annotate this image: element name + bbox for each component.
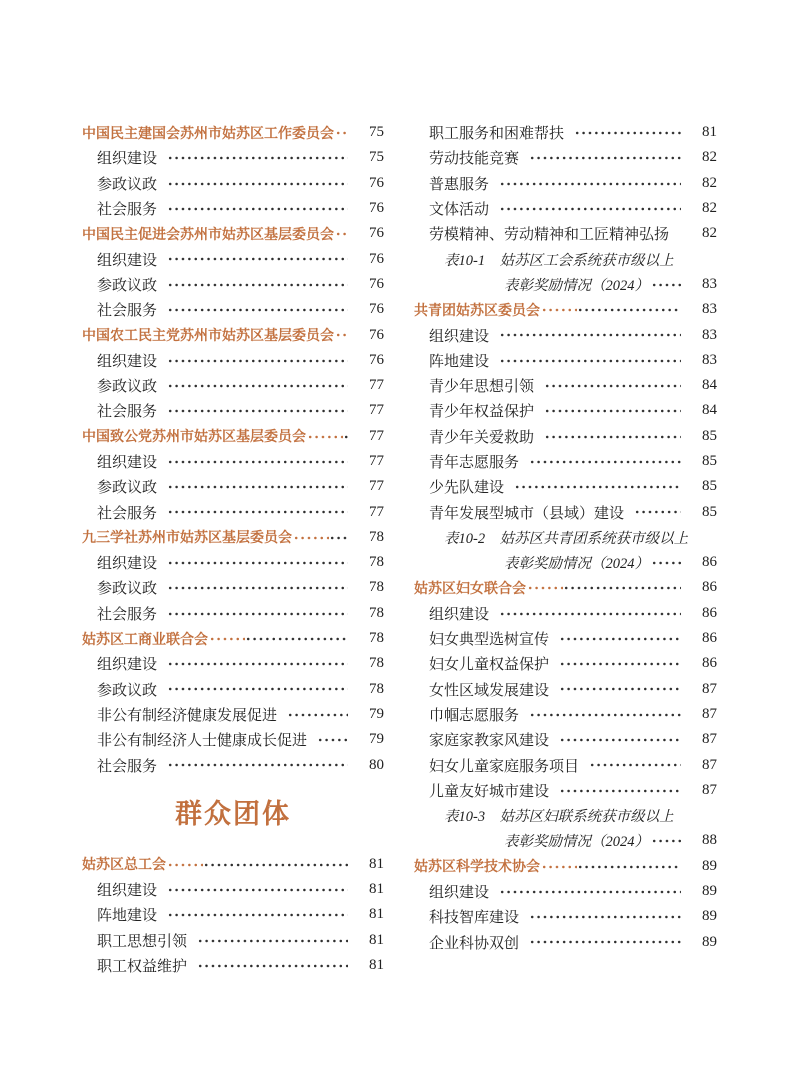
dot-leader [529, 449, 681, 474]
dot-leader [529, 904, 681, 929]
dot-leader [651, 828, 681, 853]
page-number: 81 [369, 855, 384, 872]
toc-entry [414, 651, 717, 676]
toc-entry [414, 120, 717, 145]
toc-entry-label: 组织建设 [97, 353, 158, 370]
toc-entry [414, 601, 717, 626]
toc-entry [82, 272, 384, 297]
toc-entry-label: 社会服务 [97, 404, 158, 421]
dot-leader [167, 902, 348, 927]
dot-leader-accent [335, 221, 348, 246]
page-number: 82 [702, 225, 717, 242]
page-number: 86 [702, 579, 717, 596]
page-number: 75 [369, 149, 384, 166]
toc-entry [414, 879, 717, 904]
toc-entry-label: 组织建设 [429, 328, 490, 345]
toc-entry-label: 姑苏区工商业联合会 [82, 630, 208, 647]
toc-entry-label: 少先队建设 [429, 480, 505, 497]
dot-leader [563, 575, 681, 600]
toc-entry-label: 组织建设 [97, 455, 158, 471]
dot-leader [203, 852, 348, 877]
dot-leader [167, 550, 348, 575]
toc-entry-label: 表彰奖励情况（2024） [504, 834, 649, 851]
toc-entry-label: 共青团姑苏区委员会 [414, 301, 540, 318]
dot-leader [559, 778, 681, 803]
page-number: 78 [369, 630, 384, 647]
toc-entry [414, 246, 717, 271]
dot-leader [574, 120, 681, 145]
page-number: 82 [702, 200, 717, 217]
dot-leader [544, 373, 681, 398]
page-number: 87 [702, 731, 717, 748]
page-number: 85 [702, 453, 717, 469]
toc-entry [82, 221, 384, 246]
dot-leader [499, 171, 681, 196]
page-number: 78 [369, 528, 384, 545]
toc-entry-label: 青少年权益保护 [429, 404, 535, 421]
toc-entry [82, 953, 384, 978]
toc-entry [414, 550, 717, 575]
dot-leader-accent [335, 120, 348, 145]
toc-entry [414, 575, 717, 600]
toc-entry [82, 297, 384, 322]
dot-leader [559, 677, 681, 702]
toc-entry-label: 中国民主促进会苏州市姑苏区基层委员会 [82, 225, 334, 242]
dot-leader [167, 499, 348, 524]
page-number: 76 [369, 326, 384, 343]
toc-entry-label: 组织建设 [429, 885, 490, 902]
dot-leader [197, 928, 348, 953]
toc-entry-label: 阵地建设 [429, 353, 490, 370]
dot-leader [167, 474, 348, 499]
toc-entry-label: 女性区域发展建设 [429, 682, 550, 699]
toc-entry-label: 青年志愿服务 [429, 455, 520, 471]
toc-entry-label: 组织建设 [97, 657, 158, 674]
dot-leader [167, 145, 348, 170]
toc-entry-label: 表10-3 姑苏区妇联系统获市级以上 [444, 809, 674, 826]
toc-entry-label: 非公有制经济人士健康成长促进 [97, 733, 308, 750]
toc-column-right [414, 120, 717, 955]
page-number: 87 [702, 705, 717, 722]
toc-entry [414, 803, 717, 828]
toc-entry [82, 902, 384, 927]
page-number: 81 [369, 957, 384, 974]
dot-leader [317, 727, 348, 752]
toc-entry-label: 妇女儿童权益保护 [429, 657, 550, 674]
page-number: 77 [369, 503, 384, 520]
dot-leader [343, 424, 348, 449]
toc-entry [82, 601, 384, 626]
dot-leader [589, 752, 681, 777]
page-number: 76 [369, 275, 384, 292]
toc-entry [82, 677, 384, 702]
dot-leader [679, 221, 681, 246]
page-number: 86 [702, 554, 717, 571]
page-number: 89 [702, 857, 717, 874]
page-number: 76 [369, 225, 384, 242]
dot-leader [167, 601, 348, 626]
toc-entry [82, 702, 384, 727]
dot-leader [651, 272, 681, 297]
dot-leader [167, 575, 348, 600]
toc-entry-label: 参政议政 [97, 176, 158, 193]
toc-entry [414, 474, 717, 499]
dot-leader [167, 348, 348, 373]
page-number: 83 [702, 351, 717, 368]
toc-entry-label: 青少年关爱救助 [429, 429, 535, 446]
toc-entry [414, 752, 717, 777]
toc-entry [414, 677, 717, 702]
page-number: 89 [702, 908, 717, 925]
toc-entry [414, 348, 717, 373]
toc-entry-label: 妇女典型选树宣传 [429, 632, 550, 649]
toc-entry [414, 828, 717, 853]
toc-entry-label: 巾帼志愿服务 [429, 707, 520, 724]
page-number: 83 [702, 275, 717, 292]
page-number: 84 [702, 377, 717, 394]
dot-leader [287, 702, 348, 727]
dot-leader [167, 651, 348, 676]
toc-entry-label: 普惠服务 [429, 176, 490, 193]
toc-entry-label: 参政议政 [97, 379, 158, 396]
toc-entry [414, 626, 717, 651]
toc-entry [414, 499, 717, 524]
page-number: 81 [702, 124, 717, 141]
toc-entry [82, 474, 384, 499]
dot-leader [577, 297, 681, 322]
dot-leader [634, 499, 681, 524]
toc-entry-label: 表彰奖励情况（2024） [504, 556, 649, 573]
toc-entry-label: 中国致公党苏州市姑苏区基层委员会 [82, 428, 306, 445]
dot-leader [559, 727, 681, 752]
toc-entry-label: 职工服务和困难帮扶 [429, 126, 565, 143]
toc-entry-label: 企业科协双创 [429, 935, 520, 952]
toc-entry-label: 劳动技能竞赛 [429, 151, 520, 168]
toc-entry [414, 854, 717, 879]
toc-entry-label: 职工思想引领 [97, 933, 188, 950]
toc-entry-label: 青年发展型城市（县域）建设 [429, 505, 625, 522]
page-number: 80 [369, 756, 384, 773]
dot-leader [544, 424, 681, 449]
dot-leader [499, 196, 681, 221]
toc-entry-label: 参政议政 [97, 277, 158, 294]
toc-entry-label: 社会服务 [97, 202, 158, 219]
toc-entry [414, 702, 717, 727]
toc-entry [82, 322, 384, 347]
toc-entry [82, 171, 384, 196]
dot-leader [559, 626, 681, 651]
page-number: 76 [369, 351, 384, 368]
toc-entry-label: 参政议政 [97, 581, 158, 598]
page-number: 76 [369, 200, 384, 217]
dot-leader [167, 877, 348, 902]
page-number: 81 [369, 906, 384, 923]
page-number: 81 [369, 881, 384, 898]
page-number: 83 [702, 326, 717, 343]
toc-entry [82, 499, 384, 524]
dot-leader [167, 373, 348, 398]
page-number: 77 [369, 427, 384, 444]
page-number: 79 [369, 731, 384, 748]
toc-entry [82, 120, 384, 145]
dot-leader [577, 854, 681, 879]
dot-leader [499, 601, 681, 626]
page-number: 79 [369, 705, 384, 722]
dot-leader [245, 626, 348, 651]
toc-entry [82, 145, 384, 170]
toc-entry [414, 322, 717, 347]
page-number: 77 [369, 453, 384, 469]
toc-entry [414, 297, 717, 322]
page-number: 78 [369, 604, 384, 621]
page-number: 82 [702, 149, 717, 166]
dot-leader [559, 651, 681, 676]
toc-entry [414, 196, 717, 221]
dot-leader-accent [307, 424, 343, 449]
toc-entry [82, 246, 384, 271]
page-number: 85 [702, 503, 717, 520]
dot-leader-accent [335, 322, 348, 347]
toc-entry [414, 727, 717, 752]
dot-leader [167, 752, 348, 777]
toc-entry [82, 575, 384, 600]
toc-entry [82, 928, 384, 953]
page-number: 83 [702, 301, 717, 318]
toc-entry-label: 中国民主建国会苏州市姑苏区工作委员会 [82, 124, 334, 141]
toc-entry [82, 398, 384, 423]
dot-leader [197, 953, 348, 978]
page-number: 85 [702, 478, 717, 495]
page-number: 86 [702, 604, 717, 621]
toc-entry [82, 550, 384, 575]
toc-entry-label: 参政议政 [97, 682, 158, 699]
toc-entry-label: 社会服务 [97, 758, 158, 775]
toc-entry-label: 姑苏区科学技术协会 [414, 858, 540, 875]
toc-entry [414, 171, 717, 196]
dot-leader [529, 145, 681, 170]
page-number: 89 [702, 883, 717, 900]
toc-entry [414, 904, 717, 929]
dot-leader-accent [167, 852, 203, 877]
dot-leader [167, 246, 348, 271]
toc-entry-label: 非公有制经济健康发展促进 [97, 707, 278, 724]
dot-leader-accent [541, 297, 577, 322]
page-number: 85 [702, 427, 717, 444]
toc-entry-label: 组织建设 [97, 556, 158, 573]
toc-entry [82, 852, 384, 877]
page-number: 82 [702, 174, 717, 191]
toc-entry-label: 妇女儿童家庭服务项目 [429, 758, 580, 775]
toc-entry [414, 424, 717, 449]
toc-entry [414, 272, 717, 297]
toc-entry [414, 525, 717, 550]
page-number: 86 [702, 630, 717, 647]
section-heading: 群众团体 [175, 798, 291, 829]
toc-entry-label: 阵地建设 [97, 908, 158, 925]
toc-entry [82, 196, 384, 221]
dot-leader [167, 297, 348, 322]
toc-column-left [82, 120, 384, 978]
toc-entry [414, 145, 717, 170]
toc-entry [82, 752, 384, 777]
toc-entry [82, 651, 384, 676]
toc-entry [82, 877, 384, 902]
dot-leader-accent [209, 626, 245, 651]
dot-leader [167, 677, 348, 702]
toc-entry-label: 科技智库建设 [429, 910, 520, 927]
toc-entry-label: 社会服务 [97, 505, 158, 522]
toc-entry-label: 文体活动 [429, 202, 490, 219]
toc-entry [82, 626, 384, 651]
page-number: 75 [369, 124, 384, 141]
toc-entry [414, 930, 717, 955]
toc-entry [414, 373, 717, 398]
page-number: 86 [702, 655, 717, 672]
toc-entry [82, 727, 384, 752]
toc-entry-label: 表10-1 姑苏区工会系统获市级以上 [444, 252, 674, 269]
page-number: 78 [369, 680, 384, 697]
toc-entry [82, 525, 384, 550]
dot-leader-accent [541, 854, 577, 879]
dot-leader [167, 449, 348, 474]
dot-leader [651, 550, 681, 575]
toc-entry-label: 劳模精神、劳动精神和工匠精神弘扬 [429, 227, 670, 244]
toc-entry-label: 组织建设 [97, 151, 158, 168]
dot-leader [544, 398, 681, 423]
page-number: 77 [369, 377, 384, 394]
toc-entry [414, 778, 717, 803]
toc-entry [82, 449, 384, 474]
page-number: 77 [369, 478, 384, 495]
page-number: 89 [702, 933, 717, 950]
page-number: 78 [369, 655, 384, 672]
toc-entry-label: 儿童友好城市建设 [429, 783, 550, 800]
page-number: 77 [369, 402, 384, 419]
page-number: 81 [369, 931, 384, 948]
page-number: 78 [369, 579, 384, 596]
page-number: 76 [369, 174, 384, 191]
dot-leader [329, 525, 348, 550]
dot-leader [529, 930, 681, 955]
toc-entry [414, 449, 717, 474]
toc-entry [414, 221, 717, 246]
dot-leader [499, 322, 681, 347]
toc-entry-label: 青少年思想引领 [429, 379, 535, 396]
toc-entry-label: 参政议政 [97, 480, 158, 497]
toc-entry [414, 398, 717, 423]
toc-entry-label: 家庭家教家风建设 [429, 733, 550, 750]
toc-entry-label: 姑苏区妇女联合会 [414, 579, 526, 596]
page-number: 84 [702, 402, 717, 419]
toc-entry-label: 社会服务 [97, 606, 158, 623]
toc-entry-label: 表10-2 姑苏区共青团系统获市级以上 [444, 530, 689, 547]
toc-entry-label: 中国农工民主党苏州市姑苏区基层委员会 [82, 327, 334, 344]
dot-leader [499, 348, 681, 373]
toc-entry-label: 九三学社苏州市姑苏区基层委员会 [82, 529, 292, 546]
toc-entry-label: 组织建设 [429, 606, 490, 623]
toc-entry [82, 348, 384, 373]
dot-leader [167, 171, 348, 196]
dot-leader-accent [527, 575, 563, 600]
toc-entry [82, 424, 384, 449]
toc-entry-label: 表彰奖励情况（2024） [504, 277, 649, 294]
page-number: 88 [702, 832, 717, 849]
toc-entry-label: 组织建设 [97, 883, 158, 900]
toc-entry [82, 373, 384, 398]
toc-entry-label: 姑苏区总工会 [82, 856, 166, 873]
page-number: 87 [702, 680, 717, 697]
dot-leader-accent [293, 525, 329, 550]
toc-entry-label: 组织建设 [97, 252, 158, 269]
dot-leader [514, 474, 681, 499]
toc-entry-label: 职工权益维护 [97, 959, 188, 976]
page-number: 87 [702, 781, 717, 798]
toc-entry-label: 社会服务 [97, 303, 158, 320]
page-number: 78 [369, 554, 384, 571]
dot-leader [167, 272, 348, 297]
page-number: 87 [702, 756, 717, 773]
dot-leader [529, 702, 681, 727]
dot-leader [167, 398, 348, 423]
page-number: 76 [369, 301, 384, 318]
page-number: 76 [369, 250, 384, 267]
dot-leader [499, 879, 681, 904]
dot-leader [167, 196, 348, 221]
